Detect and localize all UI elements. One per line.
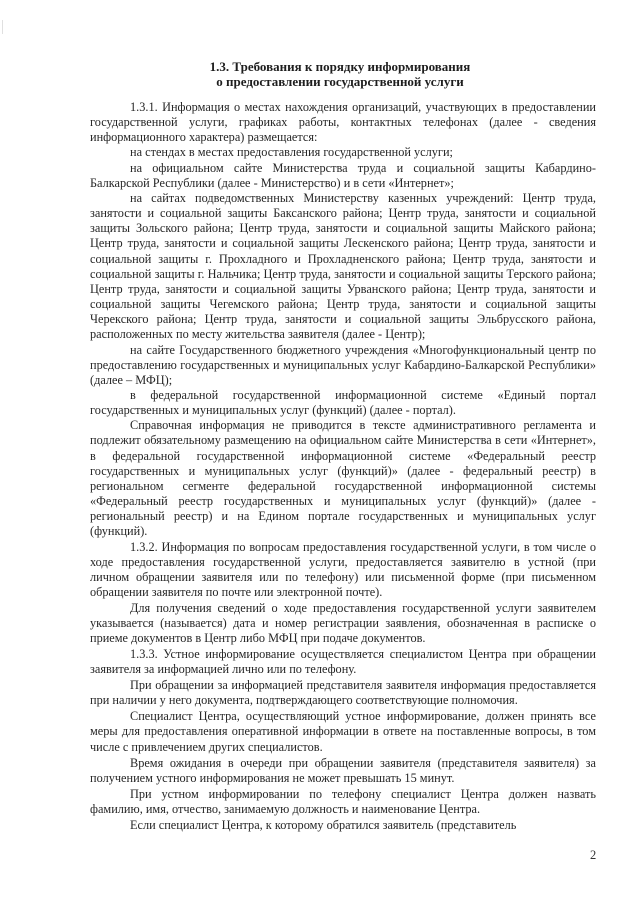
scan-edge-mark [2,20,3,34]
paragraph: на сайтах подведомственных Министерству казенных учреждений: Центр труда, занятости и социальной защиты Баксанского района; Центр труда, занятости и социальной защиты Зольского района; Центр труда, занятости и социальной защиты Майского района; Центр труда, занятости и социальной защиты Лескенского района; Центр труда, занятости и социальной защиты г. Прохладного и Прохладненского района; Центр труда, занятости и социальной защиты г. Нальчика; Центр труда, занятости и социальной защиты Терского района; Центр труда, занятости и социальной защиты Урванского района; Центр труда, занятости и социальной защиты Чегемского района; Центр труда, занятости и социальной защиты Черекского района; Центр труда, занятости и социальной защиты Эльбрусского района, расположенных по месту жительства заявителя (далее - Центр); [90,190,596,342]
paragraph: 1.3.1. Информация о местах нахождения организаций, участвующих в предоставлении государственной услуги, графиках работы, контактных телефонах (далее - сведения информационного характера) размещается: [90,100,596,145]
paragraph: Время ожидания в очереди при обращении заявителя (представителя заявителя) за получением устного информирования не может превышать 15 минут. [90,755,596,785]
paragraph: на стендах в местах предоставления государственной услуги; [130,145,453,160]
paragraph: Специалист Центра, осуществляющий устное информирование, должен принять все меры для предоставления оперативной информации в ответе на поставленные вопросы, в том числе с привлечением других специалистов. [90,709,596,754]
document-body [90,100,596,834]
section-heading-line-1: 1.3. Требования к порядку информирования [209,59,471,74]
paragraph: на сайте Государственного бюджетного учреждения «Многофункциональный центр по предоставлению государственных и муниципальных услуг Кабардино-Балкарской Республики» (далее – МФЦ); [90,342,596,387]
paragraph: Если специалист Центра, к которому обратился заявитель (представитель [130,818,517,833]
paragraph: При устном информировании по телефону специалист Центра должен назвать фамилию, имя, отчество, занимаемую должность и наименование Центра. [90,787,596,817]
paragraph: 1.3.3. Устное информирование осуществляется специалистом Центра при обращении заявителя за информацией лично или по телефону. [90,646,596,676]
paragraph: в федеральной государственной информационной системе «Единый портал государственных и муниципальных услуг (функций) (далее - портал). [90,387,596,418]
paragraph: Справочная информация не приводится в тексте административного регламента и подлежит обязательному размещению на официальном сайте Министерства в сети «Интернет», в федеральной государственной информационной системе «Федеральный реестр государственных и муниципальных услуг (функций)» (далее - федеральный реестр) в региональном сегменте федеральной государственной информационной системы «Федеральный реестр государственных и муниципальных услуг (функций)» (далее - региональный реестр) и на Едином портале государственных и муниципальных услуг (функций). [90,418,596,539]
page-number: 2 [590,848,597,862]
paragraph: Для получения сведений о ходе предоставления государственной услуги заявителем указывается (называется) дата и номер регистрации заявления, обозначенная в расписке о приеме документов в Центр либо МФЦ при подаче документов. [90,601,596,646]
paragraph: 1.3.2. Информация по вопросам предоставления государственной услуги, в том числе о ходе предоставления государственной услуги, предоставляется заявителю в устной (при личном обращении заявителя или по телефону) или письменной форме (при письменном обращении заявителя по почте или электронной почте). [90,539,596,599]
section-heading [90,59,590,89]
section-heading-line-2: о предоставлении государственной услуги [216,74,464,89]
paragraph: При обращении за информацией представителя заявителя информация предоставляется при наличии у него документа, подтверждающего соответствующие полномочия. [90,677,596,708]
paragraph: на официальном сайте Министерства труда и социальной защиты Кабардино-Балкарской Республики (далее - Министерство) и в сети «Интернет»; [90,160,596,190]
